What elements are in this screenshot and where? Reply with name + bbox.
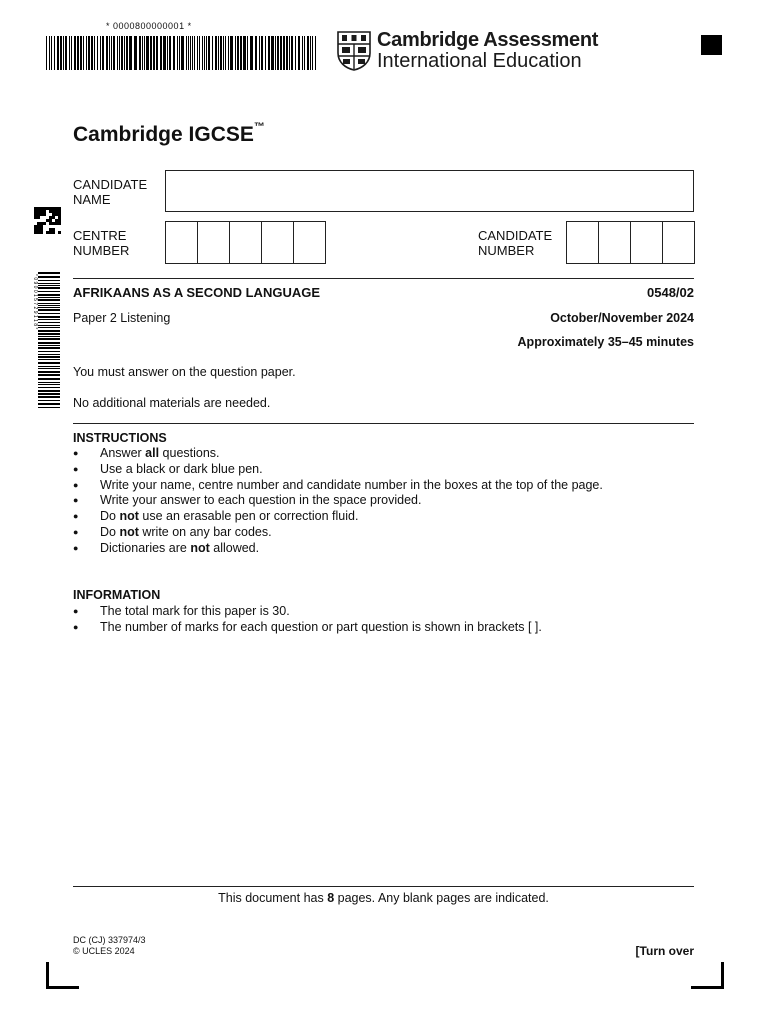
syllabus-code: 0548/02 [647,285,694,300]
information-heading: INFORMATION [73,588,161,602]
top-barcode [46,36,318,70]
document-code: DC (CJ) 337974/3 [73,935,146,945]
paper-name: Paper 2 Listening [73,311,171,325]
candidate-name-field[interactable] [165,170,694,212]
cambridge-logo [337,30,598,72]
side-barcode-digits: * 0 9 0 0 1 5 7 2 9 1 1 8 * [32,274,38,330]
barcode-number: * 0000800000001 * [106,21,192,31]
instruction-item: ● Do not write on any bar codes. [73,525,693,541]
logo-line-2: International Education [377,50,582,72]
crop-mark-left [46,962,79,989]
centre-number-label: CENTRE NUMBER [73,228,130,258]
turn-over: [Turn over [635,944,694,958]
cambridge-shield-icon [337,31,371,71]
divider-footer [73,886,694,887]
qualification-title: Cambridge IGCSE™ [73,121,265,146]
information-item: ● The number of marks for each question or part question is shown in brackets [ ]. [73,620,693,636]
instruction-item: ● Write your answer to each question in the space provided. [73,493,693,509]
materials-note: No additional materials are needed. [73,396,271,410]
exam-session: October/November 2024 [550,311,694,325]
divider-middle [73,423,694,424]
instruction-item: ● Answer all questions. [73,446,693,462]
candidate-number-field[interactable] [566,221,695,264]
exam-duration: Approximately 35–45 minutes [517,335,694,349]
candidate-name-label: CANDIDATE NAME [73,177,148,207]
instructions-list [73,446,693,557]
side-barcode [30,272,60,410]
crop-mark-right [691,962,724,989]
centre-number-field[interactable] [165,221,326,264]
qr-code [34,207,61,234]
copyright: © UCLES 2024 [73,946,135,956]
instruction-item: ● Use a black or dark blue pen. [73,462,693,478]
answer-note: You must answer on the question paper. [73,365,296,379]
instruction-item: ● Dictionaries are not allowed. [73,541,693,557]
candidate-number-label: CANDIDATE NUMBER [478,228,553,258]
logo-line-1: Cambridge Assessment [377,29,599,51]
divider-top [73,278,694,279]
instruction-item: ● Write your name, centre number and candidate number in the boxes at the top of the page. [73,478,693,494]
registration-mark [701,35,722,55]
instruction-item: ● Do not use an erasable pen or correction fluid. [73,509,693,525]
page-count-note: This document has 8 pages. Any blank pages are indicated. [218,891,549,905]
subject-title: AFRIKAANS AS A SECOND LANGUAGE [73,285,321,300]
information-item: ● The total mark for this paper is 30. [73,604,693,620]
instructions-heading: INSTRUCTIONS [73,431,167,445]
information-list [73,604,693,636]
